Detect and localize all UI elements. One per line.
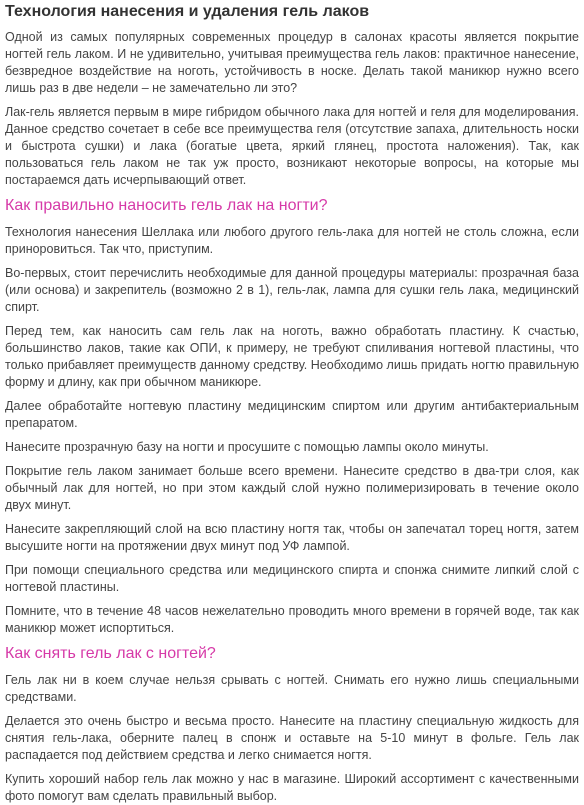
apply-paragraph: Покрытие гель лаком занимает больше всего времени. Нанесите средство в два-три слоя, как обычный лак для ногтей, но при этом каждый слой нужно полимеризировать в течение около двух минут. xyxy=(5,464,579,512)
section-heading-remove: Как снять гель лак с ногтей? xyxy=(5,645,216,662)
apply-paragraph: Во-первых, стоит перечислить необходимые для данной процедуры материалы: прозрачная база (или основа) и закрепитель (возможно 2 в 1), гель-лак, лампа для сушки гель лака, медицинский спирт. xyxy=(5,266,579,314)
apply-paragraph: Перед тем, как наносить сам гель лак на ноготь, важно обработать пластину. К счастью, большинство лаков, такие как ОПИ, к примеру, не требуют спиливания ногтевой пластины, что только прибавляет преимуществ данному средству. Необходимо лишь придать ногтю правильную форму и длину, как при обычном маникюре. xyxy=(5,324,579,389)
page-title: Технология нанесения и удаления гель лаков xyxy=(5,3,370,20)
intro-paragraph: Лак-гель является первым в мире гибридом обычного лака для ногтей и геля для моделирования. Данное средство сочетает в себе все преимущества геля (отсутствие запаха, длительность носки и быстрота сушки) и лака (богатые цвета, яркий глянец, простота наложения). Так, как пользоваться гель лаком не так уж просто, возникают некоторые вопросы, на которые мы постараемся дать исчерпывающий ответ. xyxy=(5,105,579,187)
remove-paragraph: Гель лак ни в коем случае нельзя срывать с ногтей. Снимать его нужно лишь специальными средствами. xyxy=(5,673,579,704)
intro-paragraph: Одной из самых популярных современных процедур в салонах красоты является покрытие ногтей гель лаком. И не удивительно, учитывая преимущества гель лаков: практичное нанесение, безвредное воздействие на ноготь, устойчивость в носке. Делать такой маникюр нужно всего лишь раз в две недели – не замечательно ли это? xyxy=(5,30,579,95)
apply-paragraph: При помощи специального средства или медицинского спирта и спонжа снимите липкий слой с ногтевой пластины. xyxy=(5,563,579,594)
section-heading-apply: Как правильно наносить гель лак на ногти? xyxy=(5,197,328,214)
apply-paragraph: Нанесите прозрачную базу на ногти и просушите с помощью лампы около минуты. xyxy=(5,440,489,454)
remove-paragraph: Купить хороший набор гель лак можно у нас в магазине. Широкий ассортимент с качественными фото помогут вам сделать правильный выбор. xyxy=(5,772,579,803)
apply-paragraph: Помните, что в течение 48 часов нежелательно проводить много времени в горячей воде, так как маникюр может испортиться. xyxy=(5,604,579,635)
apply-paragraph: Технология нанесения Шеллака или любого другого гель-лака для ногтей не столь сложна, если приноровиться. Так что, приступим. xyxy=(5,225,579,256)
apply-paragraph: Далее обработайте ногтевую пластину медицинским спиртом или другим антибактериальным препаратом. xyxy=(5,399,579,430)
remove-paragraph: Делается это очень быстро и весьма просто. Нанесите на пластину специальную жидкость для снятия гель-лака, оберните палец в спонж и оставьте на 5-10 минут в фольге. Гель лак распадается под действием средства и легко снимается ногтя. xyxy=(5,714,579,762)
apply-paragraph: Нанесите закрепляющий слой на всю пластину ногтя так, чтобы он запечатал торец ногтя, затем высушите ногти на протяжении двух минут под УФ лампой. xyxy=(5,522,579,553)
